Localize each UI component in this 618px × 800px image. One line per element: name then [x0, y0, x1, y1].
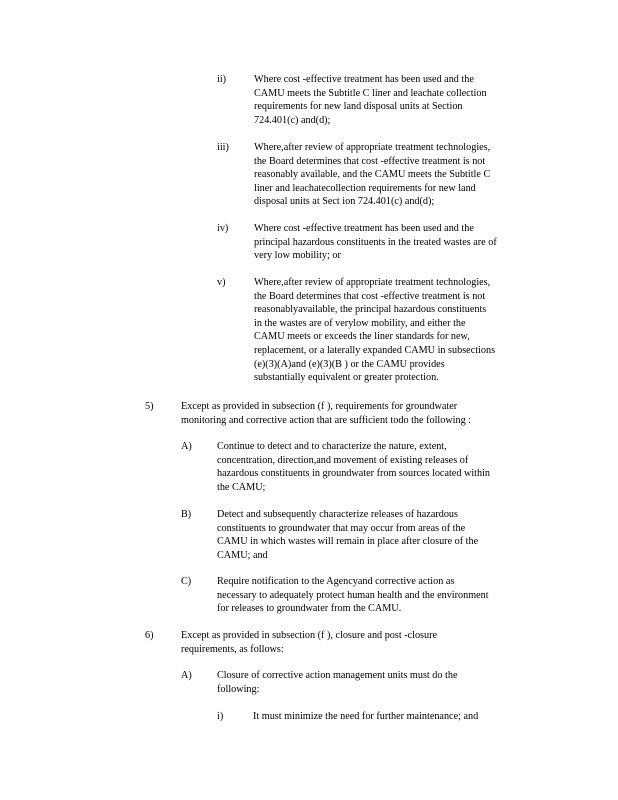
item-text: Detect and subsequently characterize releases of hazardous constituents to groundwater that may occur from areas of the CAMU in which wastes will remain in place after closure of the CAMU; and — [217, 509, 479, 561]
item-label: A) — [181, 670, 192, 681]
item-label: C) — [181, 576, 192, 587]
item-text: Closure of corrective action management units must do the following: — [217, 670, 458, 695]
item-label: 5) — [145, 401, 154, 412]
item-text: Where,after review of appropriate treatment technologies, the Board determines that cost -effective treatment is not reasonably available, and the CAMU meets the Subtitle C liner and leachatecollection requirements for new land disposal units at Sect ion 724.401(c) and(d); — [254, 142, 491, 208]
item-label: ii) — [217, 74, 227, 85]
item-label: B) — [181, 509, 192, 520]
item-text: Except as provided in subsection (f ), closure and post -closure requirements, as follows: — [181, 630, 438, 655]
item-text: Where,after review of appropriate treatment technologies, the Board determines that cost -effective treatment is not reasonablyavailable, the principal hazardous constituents in the wastes are of verylow mobility, and either the CAMU meets or exceeds the liner standards for new, replacement, or a laterally expanded CAMU in subsections (e)(3)(A)and (e)(3)(B ) or the CAMU provides substantially equivalent or greater protection. — [254, 277, 496, 384]
item-label: 6) — [145, 630, 154, 641]
item-label: A) — [181, 441, 192, 452]
item-text: Where cost -effective treatment has been used and the CAMU meets the Subtitle C liner and leachate collection requirements for new land disposal units at Section 724.401(c) and(d); — [254, 74, 487, 126]
item-label: i) — [217, 711, 224, 722]
item-text: Where cost -effective treatment has been used and the principal hazardous constituents in the treated wastes are of very low mobility; or — [254, 223, 497, 262]
item-label: v) — [217, 277, 226, 288]
item-text: Except as provided in subsection (f ), requirements for groundwater monitoring and corrective action that are sufficient todo the following : — [181, 401, 472, 426]
item-label: iv) — [217, 223, 229, 234]
item-text: Continue to detect and to characterize the nature, extent, concentration, direction,and movement of existing releases of hazardous constituents in groundwater from sources located within the CAMU; — [217, 441, 491, 493]
item-text: It must minimize the need for further maintenance; and — [253, 711, 479, 722]
item-text: Require notification to the Agencyand corrective action as necessary to adequately protect human health and the environment for releases to groundwater from the CAMU. — [217, 576, 489, 615]
item-label: iii) — [217, 142, 229, 153]
